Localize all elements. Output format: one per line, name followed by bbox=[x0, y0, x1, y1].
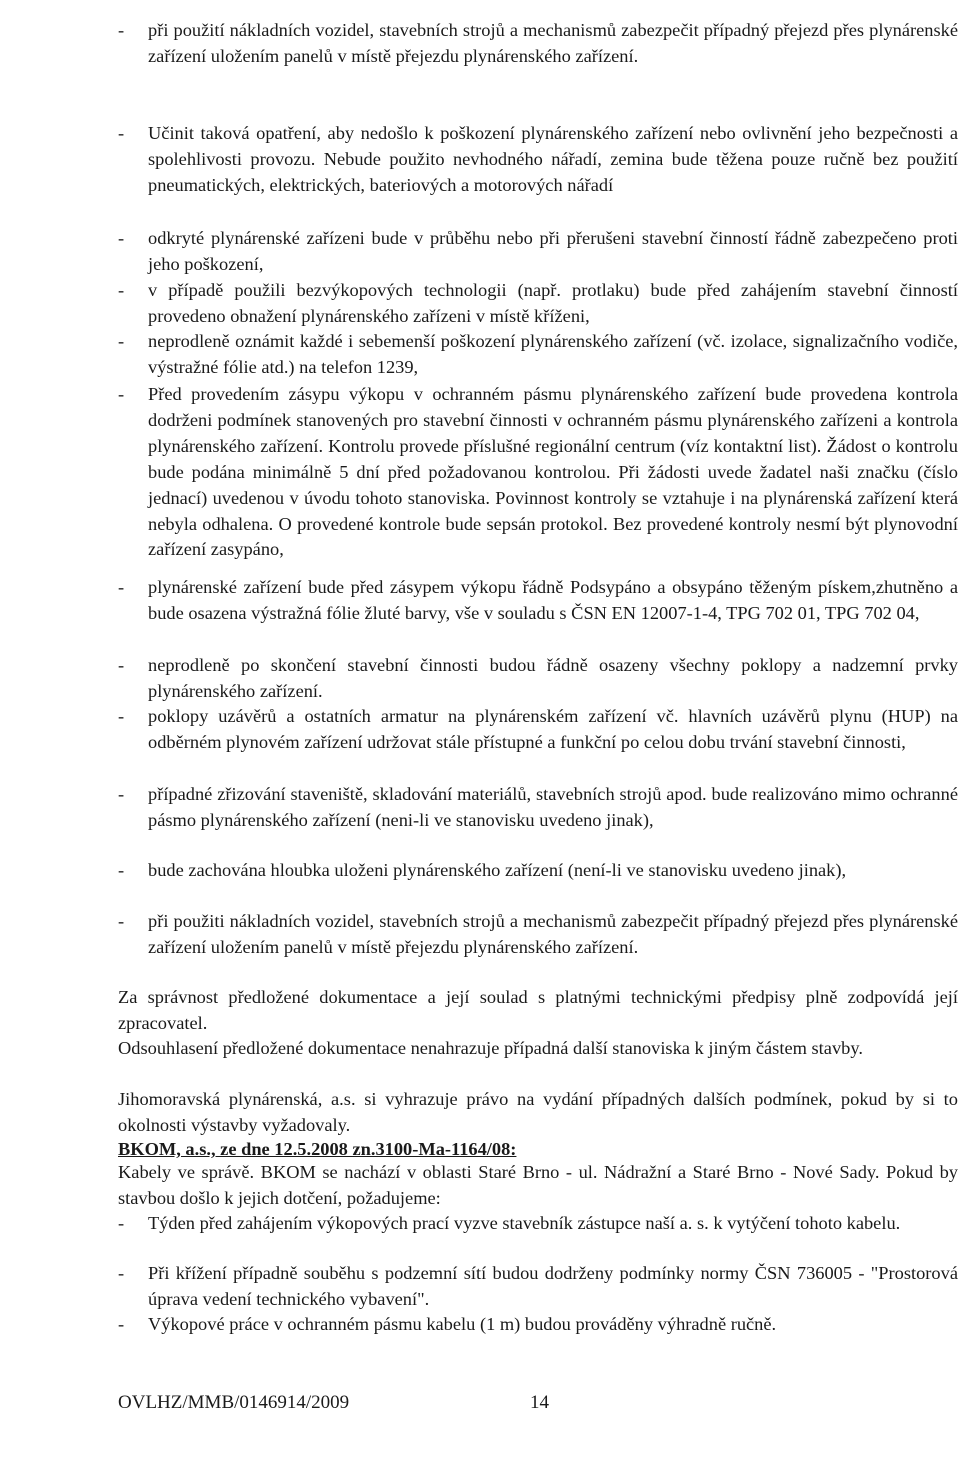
section-heading: BKOM, a.s., ze dne 12.5.2008 zn.3100-Ma-1164/08: bbox=[118, 1139, 517, 1159]
bullet-dash: - bbox=[118, 706, 125, 726]
list-item-text: Při křížení případně souběhu s podzemní sítí budou dodrženy podmínky normy ČSN 736005 - "Prostorová úprava vedení technického vybavení". bbox=[148, 1263, 958, 1309]
bullet-dash: - bbox=[118, 1213, 125, 1233]
bullet-dash: - bbox=[118, 331, 125, 351]
bullet-dash: - bbox=[118, 784, 125, 804]
list-item-text: plynárenské zařízení bude před zásypem výkopu řádně Podsypáno a obsypáno těženým pískem,zhutněno a bude osazena výstražná fólie žluté barvy, vše v souladu s ČSN EN 12007-1-4, TPG 702 01, TPG 702 04, bbox=[148, 577, 958, 623]
list-item bbox=[118, 782, 958, 834]
list-item-text: poklopy uzávěrů a ostatních armatur na plynárenském zařízení vč. hlavních uzávěrů plynu (HUP) na odběrném plynovém zařízení udržovat stále přístupné a funkční po celou dobu trvání stavební činnosti, bbox=[148, 706, 958, 752]
list-item bbox=[118, 329, 958, 381]
list-item bbox=[118, 858, 958, 884]
paragraph: Odsouhlasení předložené dokumentace nenahrazuje případná další stanoviska k jiným částem stavby. bbox=[118, 1038, 863, 1058]
bullet-dash: - bbox=[118, 384, 125, 404]
list-item bbox=[118, 1312, 958, 1338]
bullet-dash: - bbox=[118, 1314, 125, 1334]
list-item bbox=[118, 653, 958, 705]
paragraph: Za správnost předložené dokumentace a její soulad s platnými technickými předpisy plně zodpovídá její zpracovatel. bbox=[118, 987, 958, 1033]
list-item-text: Týden před zahájením výkopových prací vyzve stavebník zástupce naší a. s. k vytýčení tohoto kabelu. bbox=[148, 1213, 901, 1233]
list-item bbox=[118, 1261, 958, 1313]
list-item bbox=[118, 1211, 958, 1237]
list-item bbox=[118, 226, 958, 278]
bullet-dash: - bbox=[118, 1263, 125, 1283]
page-number: 14 bbox=[530, 1392, 549, 1413]
bullet-dash: - bbox=[118, 577, 125, 597]
list-item-text: v případě použili bezvýkopových technologii (např. protlaku) bude před zahájením stavební činností provedeno obnažení plynárenského zařízeni v místě kříženi, bbox=[148, 280, 958, 326]
list-item-text: Před provedením zásypu výkopu v ochranném pásmu plynárenského zařízení bude provedena kontrola dodrženi podmínek stanovených pro stavební činnosti v ochranném pásmu plynárenského zařízeni a kontrola plynárenského zařízení. Kontrolu provede příslušné regionální centrum (víz kontaktní list). Žádost o kontrolu bude podána minimálně 5 dní před požadovanou kontrolou. Při žádosti uvede žadatel naši značku (číslo jednací) uvedenou v úvodu tohoto stanoviska. Povinnost kontroly se vztahuje i na plynárenská zařízení která nebyla odhalena. O provedené kontrole bude sepsán protokol. Bez provedené kontroly nesmí být plynovodní zařízení zasypáno, bbox=[148, 384, 958, 560]
bullet-dash: - bbox=[118, 655, 125, 675]
list-item-text: Výkopové práce v ochranném pásmu kabelu (1 m) budou prováděny výhradně ručně. bbox=[148, 1314, 777, 1334]
list-item bbox=[118, 704, 958, 756]
list-item-text: při použití nákladních vozidel, stavebních strojů a mechanismů zabezpečit případný přejezd přes plynárenské zařízení uložením panelů v místě přejezdu plynárenského zařízení. bbox=[148, 20, 958, 66]
bullet-dash: - bbox=[118, 911, 125, 931]
bullet-dash: - bbox=[118, 228, 125, 248]
bullet-dash: - bbox=[118, 280, 125, 300]
list-item bbox=[118, 575, 958, 627]
list-item-text: neprodleně po skončení stavební činnosti budou řádně osazeny všechny poklopy a nadzemní prvky plynárenského zařízení. bbox=[148, 655, 958, 701]
paragraph: Jihomoravská plynárenská, a.s. si vyhrazuje právo na vydání případných dalších podmínek, pokud by si to okolnosti výstavby vyžadovaly. bbox=[118, 1089, 958, 1135]
paragraph: Kabely ve správě. BKOM se nachází v oblasti Staré Brno - ul. Nádražní a Staré Brno - Nové Sady. Pokud by stavbou došlo k jejich dotčení, požadujeme: bbox=[118, 1162, 958, 1208]
bullet-dash: - bbox=[118, 860, 125, 880]
list-item-text: bude zachována hloubka uloženi plynárenského zařízení (není-li ve stanovisku uvedeno jinak), bbox=[148, 860, 847, 880]
list-item bbox=[118, 909, 958, 961]
document-reference: OVLHZ/MMB/0146914/2009 bbox=[118, 1392, 350, 1413]
list-item bbox=[118, 18, 958, 70]
list-item bbox=[118, 121, 958, 199]
list-item-text: odkryté plynárenské zařízeni bude v průběhu nebo při přerušeni stavební činností řádně zabezpečeno proti jeho poškození, bbox=[148, 228, 958, 274]
bullet-dash: - bbox=[118, 123, 125, 143]
list-item bbox=[118, 382, 958, 563]
list-item-text: případné zřizování staveniště, skladování materiálů, stavebních strojů apod. bude realizováno mimo ochranné pásmo plynárenského zařízení (neni-li ve stanovisku uvedeno jinak), bbox=[148, 784, 958, 830]
list-item-text: neprodleně oznámit každé i sebemenší poškození plynárenského zařízení (vč. izolace, signalizačního vodiče, výstražné fólie atd.) na telefon 1239, bbox=[148, 331, 958, 377]
list-item-text: Učinit taková opatření, aby nedošlo k poškození plynárenského zařízení nebo ovlivnění jeho bezpečnosti a spolehlivosti provozu. Nebude použito nevhodného nářadí, zemina bude těžena pouze ručně bez použití pneumatických, elektrických, bateriových a motorových nářadí bbox=[148, 123, 958, 195]
list-item bbox=[118, 278, 958, 330]
bullet-dash: - bbox=[118, 20, 125, 40]
list-item-text: při použiti nákladních vozidel, stavebních strojů a mechanismů zabezpečit případný přejezd přes plynárenské zařízení uložením panelů v místě přejezdu plynárenského zařízení. bbox=[148, 911, 958, 957]
